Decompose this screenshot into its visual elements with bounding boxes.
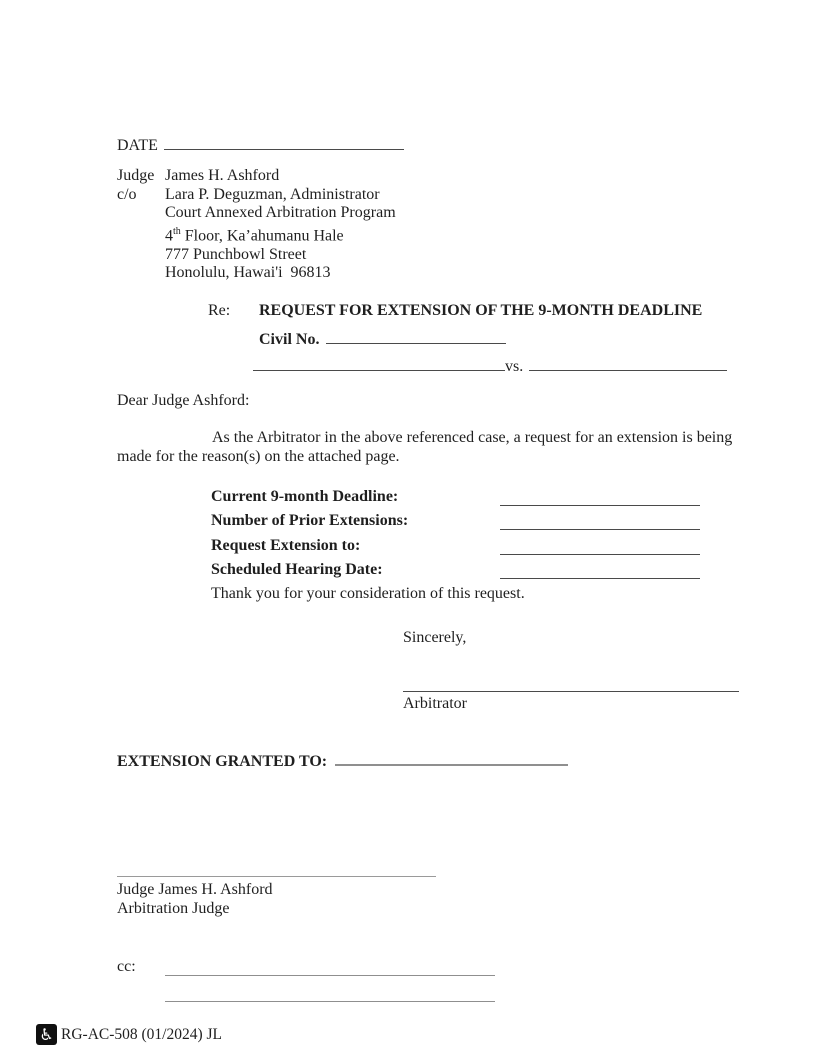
extension-granted-label: EXTENSION GRANTED TO: — [117, 753, 328, 770]
recipient-name: James H. Ashford — [165, 167, 280, 184]
sincerely-label: Sincerely, — [403, 629, 467, 646]
footer — [36, 1024, 222, 1045]
date-label: DATE — [117, 137, 158, 154]
re-title: REQUEST FOR EXTENSION OF THE 9-MONTH DEADLINE — [259, 302, 703, 319]
civil-no-row — [259, 329, 727, 349]
recipient-label — [117, 264, 165, 283]
recipient-row — [117, 264, 396, 283]
judge-signature-block — [117, 858, 436, 918]
recipient-row — [117, 246, 396, 265]
plaintiff-blank-line[interactable] — [253, 356, 505, 371]
recipient-street: 777 Punchbowl Street — [165, 245, 307, 263]
defendant-blank-line[interactable] — [529, 356, 727, 371]
re-label: Re: — [208, 302, 231, 319]
cc-blank-lines — [165, 958, 495, 1002]
form-number: RG-AC-508 (01/2024) JL — [61, 1025, 223, 1043]
field-label: Current 9-month Deadline: — [211, 488, 399, 505]
cc-blank-line-2[interactable] — [165, 984, 495, 1002]
recipient-label — [117, 246, 165, 265]
cc-label: cc: — [117, 958, 136, 975]
extension-granted-blank-line[interactable] — [335, 750, 568, 766]
thanks-line: Thank you for your consideration of this request. — [211, 585, 525, 602]
recipient-address-block — [117, 167, 396, 283]
date-row — [117, 135, 404, 155]
floor-ordinal-suffix: th — [173, 225, 181, 237]
recipient-label — [117, 204, 165, 223]
recipient-row — [117, 204, 396, 223]
field-row-prior-extensions — [211, 512, 700, 530]
body-paragraph: As the Arbitrator in the above referenced case, a request for an extension is being made for the reason(s) on the attached page. — [117, 429, 733, 465]
recipient-program: Court Annexed Arbitration Program — [165, 204, 396, 222]
judge-name: Judge James H. Ashford — [117, 881, 273, 898]
cc-block — [117, 958, 495, 1002]
cc-blank-line-1[interactable] — [165, 958, 495, 976]
field-row-current-deadline — [211, 488, 700, 506]
field-row-request-extension — [211, 537, 700, 555]
recipient-label: Judge — [117, 167, 155, 184]
vs-label: vs. — [505, 358, 524, 375]
current-deadline-blank-line[interactable] — [500, 488, 700, 506]
extension-granted-row — [117, 750, 568, 771]
recipient-row — [117, 167, 396, 186]
judge-title: Arbitration Judge — [117, 900, 230, 917]
request-extension-blank-line[interactable] — [500, 537, 700, 555]
recipient-administrator: Lara P. Deguzman, Administrator — [165, 185, 380, 203]
prior-extensions-blank-line[interactable] — [500, 512, 700, 530]
recipient-floor — [165, 223, 344, 246]
closing-block — [403, 629, 739, 713]
floor-number: 4 — [165, 227, 173, 245]
recipient-row — [117, 186, 396, 205]
recipient-label — [117, 223, 165, 246]
recipient-city-state-zip: Honolulu, Hawai'i 96813 — [165, 264, 331, 282]
case-caption-row — [253, 356, 727, 376]
civil-no-blank-line[interactable] — [326, 329, 506, 344]
floor-building: Floor, Ka’ahumanu Hale — [180, 227, 344, 245]
fields-block — [211, 488, 700, 586]
civil-no-label: Civil No. — [259, 331, 320, 348]
recipient-row — [117, 223, 396, 246]
field-label: Scheduled Hearing Date: — [211, 561, 383, 579]
date-blank-line[interactable] — [164, 135, 404, 150]
wheelchair-accessibility-icon: ♿ — [36, 1024, 57, 1045]
arbitrator-title: Arbitrator — [403, 695, 467, 712]
field-label: Number of Prior Extensions: — [211, 512, 409, 530]
hearing-date-blank-line[interactable] — [500, 561, 700, 579]
re-title-row — [208, 302, 727, 320]
field-row-hearing-date — [211, 561, 700, 579]
re-block — [208, 302, 727, 376]
field-label: Request Extension to: — [211, 536, 361, 554]
arbitrator-signature-line[interactable] — [403, 647, 739, 692]
judge-signature-line[interactable] — [117, 858, 436, 877]
salutation: Dear Judge Ashford: — [117, 392, 250, 409]
recipient-label: c/o — [117, 185, 137, 203]
